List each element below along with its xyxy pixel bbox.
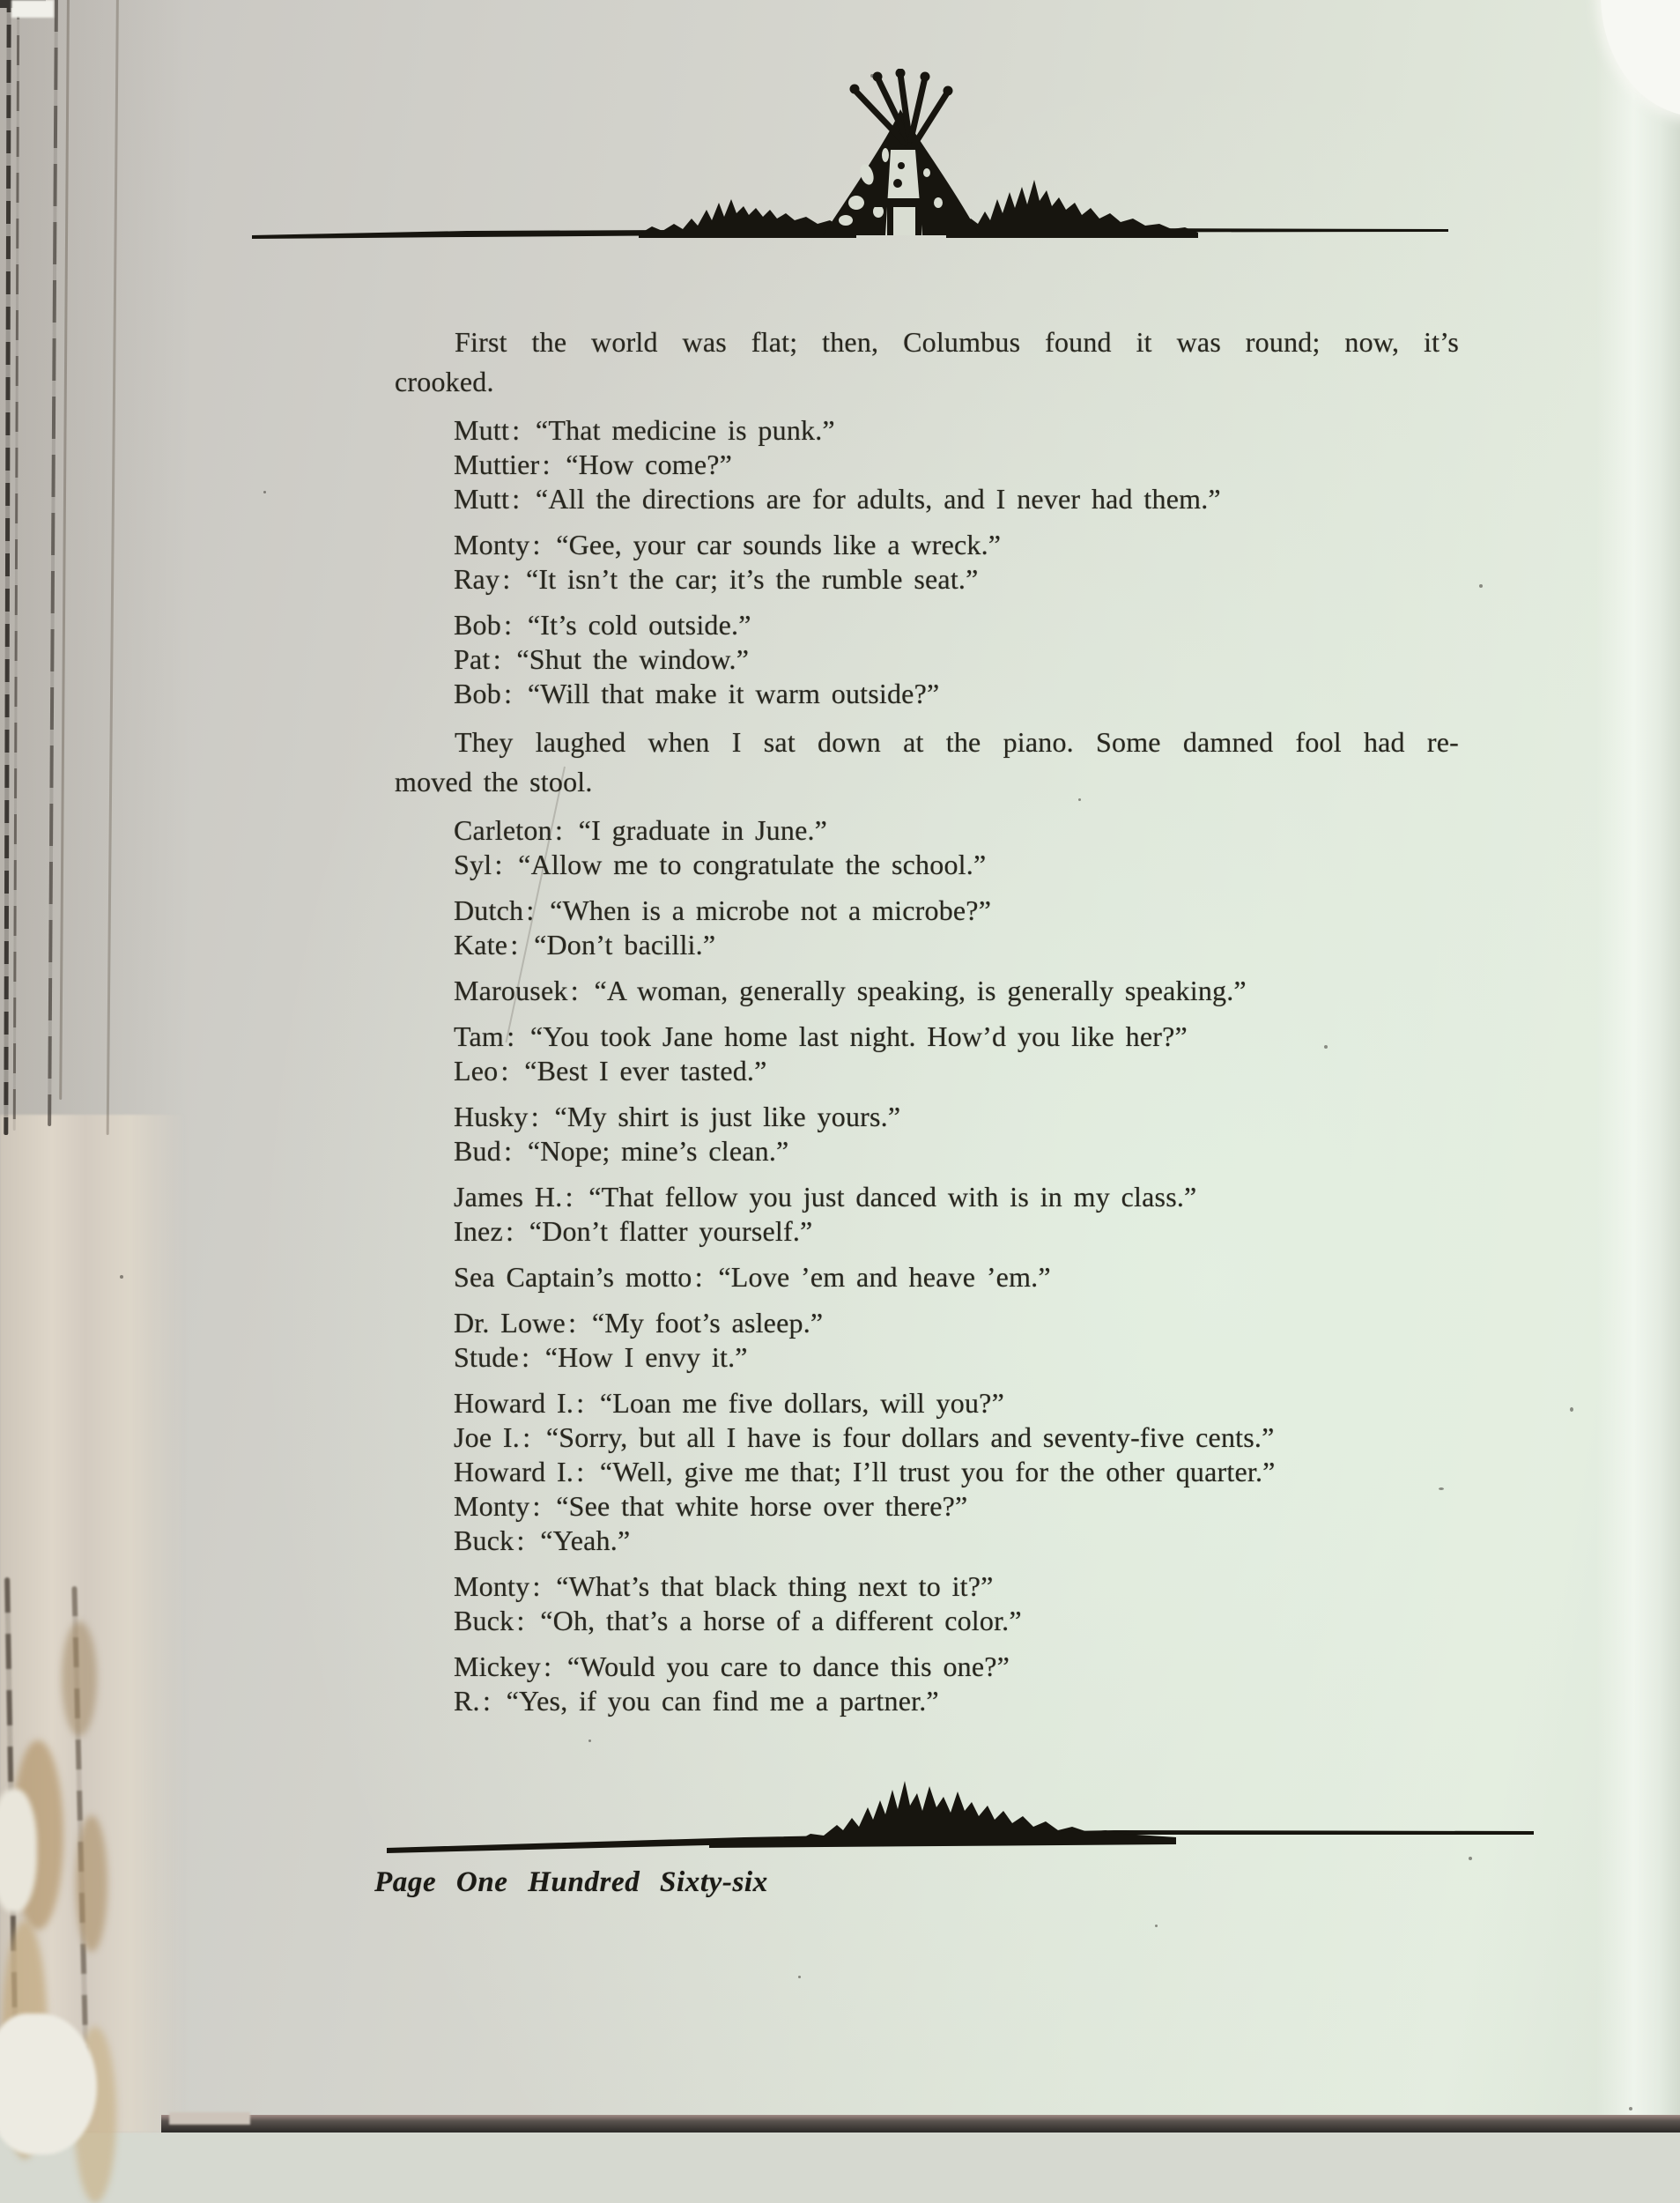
speaker-colon: : [694,1261,703,1293]
quote-text: “Shut the window.” [516,643,750,675]
joke-group [395,1650,1459,1718]
dialog-line [395,1054,1459,1088]
quote-text: “You took Jane home last night. How’d you like her?” [529,1020,1188,1052]
dialog-line [395,562,1459,597]
quote-text: “My shirt is just like yours.” [554,1101,901,1132]
joke-group [395,813,1459,882]
speaker-colon: : [554,814,564,846]
dialog-line [395,848,1459,882]
quote-text: “How I envy it.” [544,1341,748,1373]
quote-text: “Well, give me that; I’ll trust you for the other quarter.” [599,1456,1276,1487]
quote-text: “Loan me five dollars, will you?” [599,1387,1004,1419]
speaker-colon: : [516,1524,525,1556]
speaker-colon: : [516,1605,525,1636]
quote-text: “That medicine is punk.” [535,414,835,446]
paragraph-line: crooked. [395,366,494,397]
speaker-name: Monty [454,1570,530,1602]
speaker-name: Bob [454,609,501,641]
speaker-name: Mutt [454,414,510,446]
corner-paper-sliver [11,0,54,18]
dialog-line [395,1420,1459,1455]
dialog-line [395,528,1459,562]
speaker-name: Leo [454,1055,499,1087]
speaker-colon: : [494,849,503,880]
paragraph [395,723,1459,802]
joke-group [395,528,1459,597]
speaker-colon: : [576,1387,585,1419]
dialog-line [395,608,1459,642]
speaker-name: Stude [454,1341,519,1373]
speaker-colon: : [506,1215,514,1247]
dialog-line [395,1386,1459,1420]
joke-group [395,1020,1459,1088]
speaker-name: R. [454,1685,480,1717]
dialog-line [395,1489,1459,1524]
speaker-name: Mutt [454,483,510,515]
quote-text: “Nope; mine’s clean.” [527,1135,789,1167]
page-number-label: Page One Hundred Sixty-six [374,1866,768,1898]
dialog-line [395,448,1459,482]
joke-group [395,608,1459,711]
quote-text: “Love ’em and heave ’em.” [718,1261,1051,1293]
speaker-name: Mickey [454,1650,541,1682]
dust-speck [1155,1925,1158,1927]
dust-speck [1570,1407,1573,1412]
dust-speck [120,1275,123,1279]
dust-speck [870,74,874,78]
speaker-name: Sea Captain’s motto [454,1261,692,1293]
speaker-name: Bob [454,678,501,709]
quote-text: “Gee, your car sounds like a wreck.” [556,529,1002,560]
speaker-name: James H. [454,1181,563,1213]
dialog-line [395,1455,1459,1489]
speaker-colon: : [522,1421,531,1453]
speaker-colon: : [530,1101,539,1132]
joke-group [395,1569,1459,1638]
speaker-name: Carleton [454,814,552,846]
speaker-name: Dr. Lowe [454,1307,566,1339]
speaker-name: Kate [454,929,508,961]
quote-text: “What’s that black thing next to it?” [556,1570,994,1602]
quote-text: “Sorry, but all I have is four dollars and seventy-five cents.” [545,1421,1275,1453]
text-flow [395,323,1459,1730]
quote-text: “Best I ever tasted.” [524,1055,767,1087]
joke-group [395,974,1459,1008]
speaker-name: Husky [454,1101,529,1132]
quote-text: “Yeah.” [540,1524,631,1556]
quote-text: “Will that make it warm outside?” [527,678,940,709]
joke-group [395,1100,1459,1168]
speaker-colon: : [565,1181,574,1213]
speaker-name: Monty [454,1490,530,1522]
speaker-name: Howard I. [454,1387,574,1419]
dialog-line [395,1260,1459,1294]
teepee-ornament-illustration [238,69,1462,256]
dialog-line [395,1020,1459,1054]
quote-text: “When is a microbe not a microbe?” [550,894,992,926]
quote-text: “Don’t bacilli.” [534,929,716,961]
paper-stain [62,1621,97,1736]
quote-text: “Oh, that’s a horse of a different color.” [540,1605,1022,1636]
speaker-colon: : [507,1020,515,1052]
quote-text: “It isn’t the car; it’s the rumble seat.” [526,563,979,595]
speaker-name: Bud [454,1135,501,1167]
speaker-colon: : [532,1490,541,1522]
paper-stain [76,1815,107,1952]
dust-speck [1078,798,1081,801]
quote-text: “I graduate in June.” [578,814,828,846]
paragraph-line: moved the stool. [395,766,593,797]
speaker-colon: : [544,1650,552,1682]
dust-speck [1324,1045,1328,1049]
paragraph [395,323,1459,402]
speaker-name: Howard I. [454,1456,574,1487]
dust-speck [1479,584,1483,588]
dust-speck [263,491,266,493]
dialog-line [395,677,1459,711]
dust-speck [1439,1487,1444,1490]
joke-group [395,1386,1459,1558]
speaker-name: Joe I. [454,1421,520,1453]
quote-text: “It’s cold outside.” [527,609,751,641]
paragraph-line: First the world was flat; then, Columbus found it was round; now, it’s [455,326,1459,358]
torn-paper-patch [0,1789,37,1912]
speaker-colon: : [532,529,541,560]
dialog-line [395,1684,1459,1718]
speaker-colon: : [510,929,519,961]
dialog-line [395,482,1459,516]
speaker-name: Muttier [454,449,540,480]
speaker-colon: : [504,609,513,641]
dialog-line [395,1569,1459,1604]
scan-bottom-edge [161,2115,1680,2133]
dialog-line [395,413,1459,448]
quote-text: “That fellow you just danced with is in my class.” [588,1181,1197,1213]
speaker-name: Tam [454,1020,505,1052]
speaker-colon: : [570,975,579,1006]
dialog-line [395,1180,1459,1214]
speaker-colon: : [522,1341,530,1373]
speaker-colon: : [526,894,535,926]
speaker-name: Syl [454,849,492,880]
speaker-name: Monty [454,529,530,560]
speaker-colon: : [504,1135,513,1167]
dust-speck [1469,1857,1472,1860]
dust-speck [798,1976,801,1978]
dialog-line [395,1214,1459,1249]
speaker-name: Buck [454,1524,514,1556]
quote-text: “All the directions are for adults, and I never had them.” [535,483,1221,515]
dialog-line [395,1604,1459,1638]
quote-text: “Don’t flatter yourself.” [529,1215,813,1247]
speaker-name: Inez [454,1215,503,1247]
joke-group [395,1180,1459,1249]
paragraph-line: They laughed when I sat down at the piano. Some damned fool had re- [455,726,1459,758]
speaker-colon: : [542,449,551,480]
joke-group [395,413,1459,516]
scan-bottom-notch [169,2112,250,2125]
speaker-name: Marousek [454,975,568,1006]
joke-group [395,1306,1459,1375]
dialog-line [395,813,1459,848]
speaker-colon: : [532,1570,541,1602]
quote-text: “How come?” [566,449,733,480]
dialog-line [395,894,1459,928]
speaker-colon: : [512,414,521,446]
speaker-name: Dutch [454,894,524,926]
quote-text: “Yes, if you can find me a partner.” [506,1685,939,1717]
quote-text: “Would you care to dance this one?” [566,1650,1010,1682]
speaker-name: Pat [454,643,491,675]
dialog-line [395,1524,1459,1558]
dialog-line [395,1100,1459,1134]
dialog-line [395,928,1459,962]
quote-text: “My foot’s asleep.” [591,1307,824,1339]
dialog-line [395,1340,1459,1375]
speaker-name: Ray [454,563,500,595]
speaker-colon: : [500,1055,509,1087]
right-page-curl-highlight [1596,0,1680,2133]
speaker-name: Buck [454,1605,514,1636]
quote-text: “See that white horse over there?” [556,1490,968,1522]
speaker-colon: : [504,678,513,709]
forest-rule-illustration [374,1767,1546,1866]
speaker-colon: : [482,1685,492,1717]
dialog-line [395,642,1459,677]
joke-group [395,894,1459,962]
dust-speck [588,1739,591,1742]
quote-text: “Allow me to congratulate the school.” [518,849,987,880]
dust-speck [1629,2107,1632,2110]
speaker-colon: : [576,1456,585,1487]
speaker-colon: : [512,483,521,515]
speaker-colon: : [492,643,501,675]
dialog-line [395,974,1459,1008]
dialog-line [395,1306,1459,1340]
dialog-line [395,1650,1459,1684]
quote-text: “A woman, generally speaking, is generally speaking.” [594,975,1247,1006]
dialog-line [395,1134,1459,1168]
speaker-colon: : [568,1307,577,1339]
joke-group [395,1260,1459,1294]
speaker-colon: : [502,563,511,595]
